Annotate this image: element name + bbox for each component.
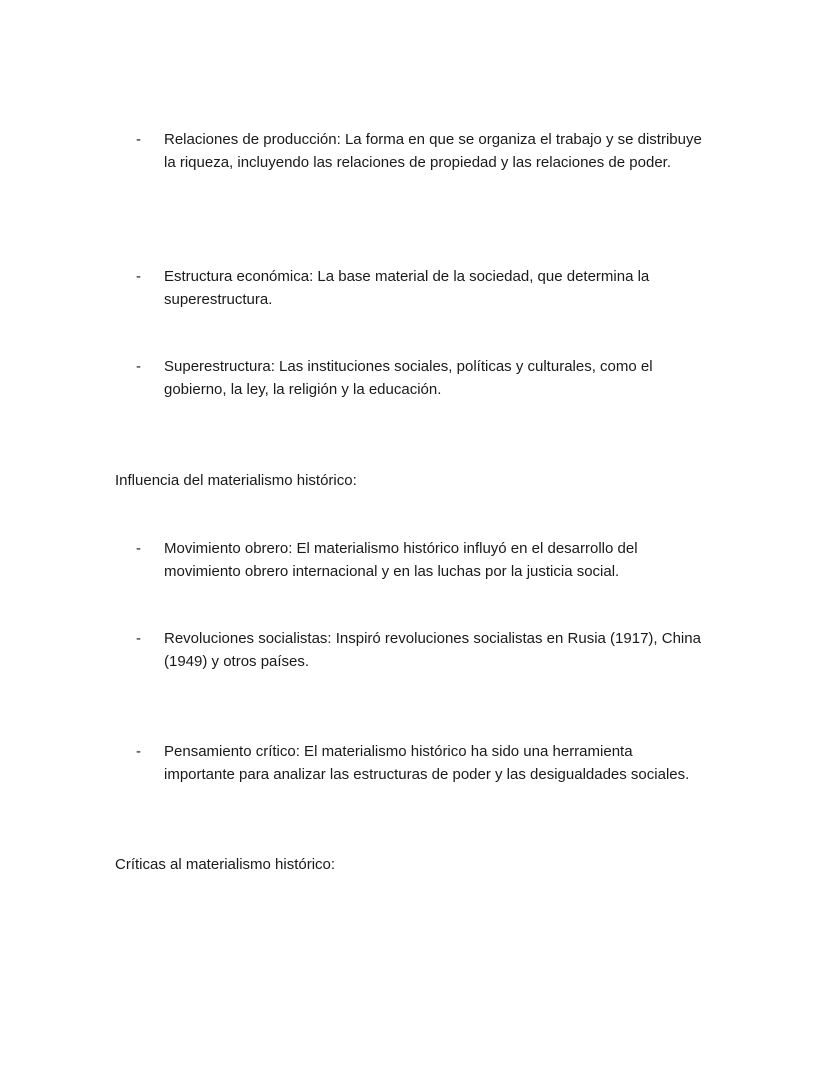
bullet-item-relaciones-produccion	[136, 128, 706, 174]
bullet-text: Pensamiento crítico: El materialismo histórico ha sido una herramienta importante para analizar las estructuras de poder y las desigualdades sociales.	[164, 743, 690, 783]
bullet-item-estructura-economica	[136, 265, 706, 311]
bullet-marker: -	[136, 268, 141, 285]
section-heading-criticas: Críticas al materialismo histórico:	[115, 856, 336, 873]
bullet-text: Relaciones de producción: La forma en que se organiza el trabajo y se distribuye la riqueza, incluyendo las relaciones de propiedad y las relaciones de poder.	[164, 131, 702, 171]
bullet-item-movimiento-obrero	[136, 537, 706, 583]
bullet-text: Revoluciones socialistas: Inspiró revoluciones socialistas en Rusia (1917), China (1949) y otros países.	[164, 630, 701, 670]
bullet-item-pensamiento-critico	[136, 740, 706, 786]
bullet-marker: -	[136, 131, 141, 148]
bullet-marker: -	[136, 540, 141, 557]
bullet-marker: -	[136, 630, 141, 647]
bullet-text: Movimiento obrero: El materialismo histórico influyó en el desarrollo del movimiento obrero internacional y en las luchas por la justicia social.	[164, 540, 638, 580]
bullet-text: Superestructura: Las instituciones sociales, políticas y culturales, como el gobierno, la ley, la religión y la educación.	[164, 358, 653, 398]
bullet-item-superestructura	[136, 355, 706, 401]
bullet-marker: -	[136, 743, 141, 760]
section-heading-influencia: Influencia del materialismo histórico:	[115, 472, 357, 489]
bullet-text: Estructura económica: La base material de la sociedad, que determina la superestructura.	[164, 268, 650, 308]
bullet-item-revoluciones-socialistas	[136, 627, 706, 673]
bullet-marker: -	[136, 358, 141, 375]
